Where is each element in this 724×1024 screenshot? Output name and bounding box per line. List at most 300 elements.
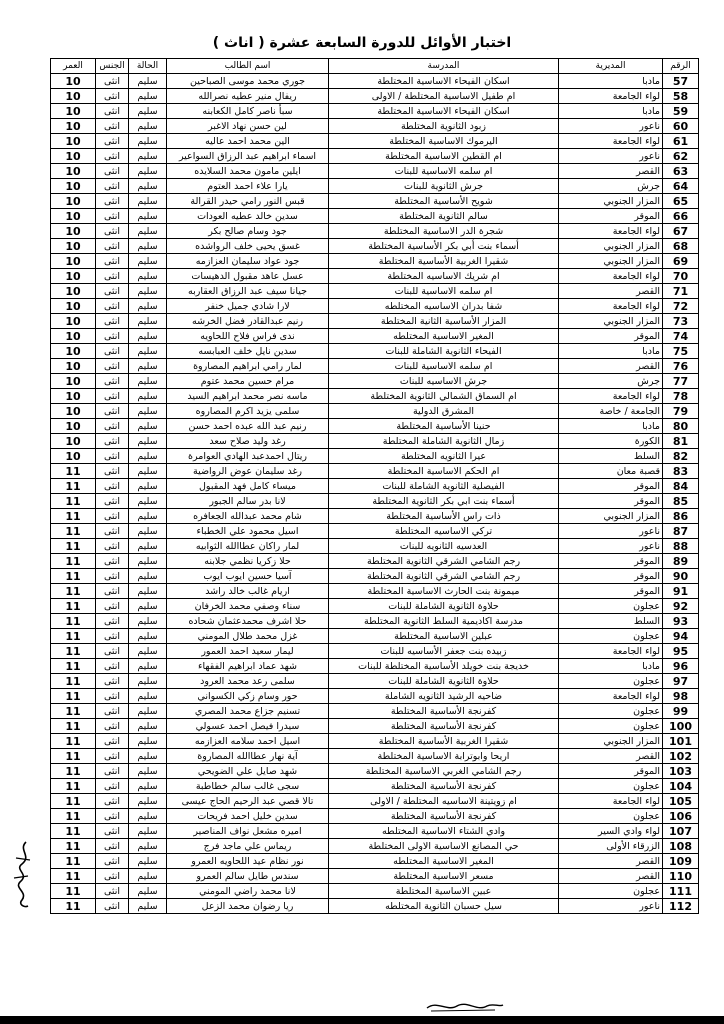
cell-num: 109 [663,854,699,869]
table-row [51,809,699,824]
cell-age: 10 [51,449,96,464]
table-row [51,314,699,329]
header-gender: الجنس [96,59,129,74]
cell-directorate: لواء الجامعة [559,794,663,809]
cell-age: 11 [51,554,96,569]
cell-school: المشرق الدولية [329,404,559,419]
cell-student: سبأ ناصر كامل الكعابنه [167,104,329,119]
cell-directorate: عجلون [559,704,663,719]
cell-directorate: لواء الجامعة [559,224,663,239]
cell-gender: انثى [96,719,129,734]
cell-school: ذات راس الأساسية المختلطة [329,509,559,524]
table-row [51,119,699,134]
cell-gender: انثى [96,509,129,524]
cell-num: 107 [663,824,699,839]
cell-student: لمار رامي ابراهيم المصاروة [167,359,329,374]
cell-age: 11 [51,824,96,839]
cell-gender: انثى [96,824,129,839]
cell-school: ام الحكم الاساسية المختلطة [329,464,559,479]
cell-school: حي المصانع الاساسية الاولى المختلطة [329,839,559,854]
table-row [51,254,699,269]
cell-status: سليم [129,329,167,344]
cell-directorate: القصر [559,284,663,299]
cell-student: ايلين مامون محمد السلايده [167,164,329,179]
cell-school: خديجة بنت خويلد الأساسية المختلطة للبنات [329,659,559,674]
cell-school: مسعر الاساسية المختلطة [329,869,559,884]
table-row [51,509,699,524]
cell-status: سليم [129,584,167,599]
cell-status: سليم [129,254,167,269]
cell-student: ندى فراس فلاح اللحاويه [167,329,329,344]
cell-age: 11 [51,494,96,509]
header-num: الرقم [663,59,699,74]
cell-status: سليم [129,734,167,749]
cell-student: سدين نايل خلف العبابسه [167,344,329,359]
cell-age: 11 [51,644,96,659]
cell-gender: انثى [96,419,129,434]
cell-school: جرش الثانوية للبنات [329,179,559,194]
cell-num: 105 [663,794,699,809]
cell-num: 93 [663,614,699,629]
cell-age: 11 [51,854,96,869]
cell-student: جود وسام صالح بكر [167,224,329,239]
cell-school: المغير الاساسية المختلطه [329,329,559,344]
cell-directorate: الجامعة / خاصة [559,404,663,419]
cell-status: سليم [129,134,167,149]
page-title: اختبار الأوائل للدورة السابعة عشرة ( اناث ) [212,35,512,51]
cell-status: سليم [129,89,167,104]
cell-directorate: الموقر [559,584,663,599]
cell-gender: انثى [96,899,129,914]
cell-directorate: لواء الجامعة [559,269,663,284]
cell-status: سليم [129,629,167,644]
cell-school: ام السماق الشمالي الثانوية المختلطة [329,389,559,404]
cell-age: 10 [51,269,96,284]
cell-school: شقيرا الغربية الأساسية المختلطة [329,254,559,269]
cell-gender: انثى [96,449,129,464]
table-row [51,869,699,884]
cell-directorate: عجلون [559,809,663,824]
cell-status: سليم [129,674,167,689]
cell-school: ام زويتينة الاساسيه المختلطة / الاولى [329,794,559,809]
cell-age: 11 [51,584,96,599]
cell-directorate: الزرقاء الأولى [559,839,663,854]
cell-age: 10 [51,209,96,224]
cell-student: آسيا حسين ايوب ايوب [167,569,329,584]
table-header-row [51,59,699,74]
cell-age: 10 [51,359,96,374]
cell-school: شجرة الدر الاساسية المختلطة [329,224,559,239]
cell-directorate: عجلون [559,884,663,899]
cell-age: 10 [51,404,96,419]
cell-num: 59 [663,104,699,119]
cell-school: شقيرا الغربية الأساسية المختلطة [329,734,559,749]
cell-age: 10 [51,74,96,89]
cell-age: 11 [51,794,96,809]
cell-gender: انثى [96,194,129,209]
cell-num: 112 [663,899,699,914]
table-row [51,764,699,779]
cell-status: سليم [129,899,167,914]
table-row [51,104,699,119]
cell-status: سليم [129,569,167,584]
cell-school: الفيصلية الثانوية الشاملة للبنات [329,479,559,494]
cell-school: ام سلمه الاساسية للبنات [329,164,559,179]
cell-directorate: الموقر [559,554,663,569]
cell-student: حور وسام زكي الكسواني [167,689,329,704]
table-row [51,464,699,479]
cell-age: 10 [51,194,96,209]
cell-age: 11 [51,839,96,854]
table-row [51,449,699,464]
cell-school: أسماء بنت ابي بكر الثانوية المختلطة [329,494,559,509]
cell-num: 78 [663,389,699,404]
cell-gender: انثى [96,389,129,404]
cell-student: رغد سليمان عوض الرواضية [167,464,329,479]
cell-student: حلا زكريا نظمي جلابنه [167,554,329,569]
cell-status: سليم [129,659,167,674]
cell-school: اليرموك الاساسية المختلطة [329,134,559,149]
cell-num: 62 [663,149,699,164]
cell-num: 60 [663,119,699,134]
cell-age: 10 [51,329,96,344]
cell-status: سليم [129,614,167,629]
cell-age: 10 [51,179,96,194]
cell-directorate: مادبا [559,344,663,359]
cell-num: 63 [663,164,699,179]
table-row [51,554,699,569]
cell-school: كفرنجة الأساسية المختلطة [329,809,559,824]
cell-num: 85 [663,494,699,509]
cell-age: 11 [51,479,96,494]
cell-gender: انثى [96,314,129,329]
cell-age: 10 [51,314,96,329]
cell-num: 83 [663,464,699,479]
table-body [51,74,699,914]
cell-age: 11 [51,629,96,644]
cell-student: سيدرا فيصل احمد عسولي [167,719,329,734]
bottom-signature [425,998,505,1014]
cell-gender: انثى [96,374,129,389]
cell-student: ماسه نصر محمد ابراهيم السيد [167,389,329,404]
cell-school: تركي الاساسيه المختلطة [329,524,559,539]
cell-num: 65 [663,194,699,209]
cell-gender: انثى [96,434,129,449]
table-row [51,674,699,689]
cell-num: 70 [663,269,699,284]
cell-student: مرام حسين محمد عتوم [167,374,329,389]
cell-num: 76 [663,359,699,374]
cell-directorate: ناعور [559,899,663,914]
cell-school: سيل حسبان الثانوية المختلطه [329,899,559,914]
cell-directorate: ناعور [559,539,663,554]
cell-directorate: لواء الجامعة [559,689,663,704]
table-row [51,704,699,719]
table-row [51,164,699,179]
table-row [51,629,699,644]
cell-num: 106 [663,809,699,824]
table-row [51,194,699,209]
table-row [51,854,699,869]
cell-status: سليم [129,284,167,299]
cell-student: غسق يحيى خلف الرواشده [167,239,329,254]
cell-directorate: لواء الجامعة [559,389,663,404]
cell-student: ميساء كامل فهد المقبول [167,479,329,494]
cell-gender: انثى [96,674,129,689]
cell-num: 66 [663,209,699,224]
cell-student: ريفال منير عطيه نصرالله [167,89,329,104]
cell-age: 10 [51,239,96,254]
cell-student: اميره مشعل نواف المناصير [167,824,329,839]
cell-num: 64 [663,179,699,194]
cell-directorate: ناعور [559,149,663,164]
cell-age: 10 [51,89,96,104]
cell-num: 88 [663,539,699,554]
cell-directorate: القصر [559,869,663,884]
cell-student: آية نهار عطاالله المصاروة [167,749,329,764]
cell-status: سليم [129,269,167,284]
cell-num: 99 [663,704,699,719]
cell-gender: انثى [96,629,129,644]
cell-status: سليم [129,224,167,239]
cell-school: زبود الثانوية المختلطة [329,119,559,134]
cell-num: 81 [663,434,699,449]
cell-school: شويح الأساسية المختلطة [329,194,559,209]
cell-gender: انثى [96,329,129,344]
cell-age: 11 [51,869,96,884]
cell-gender: انثى [96,854,129,869]
header-school: المدرسة [329,59,559,74]
cell-status: سليم [129,599,167,614]
cell-directorate: جرش [559,179,663,194]
cell-gender: انثى [96,524,129,539]
table-row [51,479,699,494]
cell-directorate: القصر [559,854,663,869]
cell-school: اسكان الفيحاء الاساسية المختلطة [329,74,559,89]
cell-gender: انثى [96,89,129,104]
cell-directorate: مادبا [559,74,663,89]
cell-status: سليم [129,794,167,809]
cell-num: 108 [663,839,699,854]
cell-student: ليمار سعيد احمد العمور [167,644,329,659]
cell-status: سليم [129,749,167,764]
cell-status: سليم [129,779,167,794]
cell-directorate: عجلون [559,599,663,614]
cell-directorate: قصبة معان [559,464,663,479]
cell-directorate: لواء الجامعة [559,644,663,659]
cell-gender: انثى [96,209,129,224]
cell-student: لمار راكان عطاالله الثوابيه [167,539,329,554]
cell-gender: انثى [96,494,129,509]
cell-gender: انثى [96,539,129,554]
table-row [51,749,699,764]
cell-directorate: المزار الجنوبي [559,314,663,329]
cell-gender: انثى [96,779,129,794]
cell-directorate: الموقر [559,764,663,779]
cell-gender: انثى [96,239,129,254]
table-row [51,794,699,809]
cell-num: 79 [663,404,699,419]
cell-directorate: عجلون [559,629,663,644]
cell-school: كفرنجة الأساسية المختلطة [329,704,559,719]
table-row [51,284,699,299]
cell-student: لارا شادي جميل خنفر [167,299,329,314]
cell-gender: انثى [96,464,129,479]
cell-directorate: الكورة [559,434,663,449]
cell-num: 77 [663,374,699,389]
cell-age: 11 [51,509,96,524]
table-row [51,689,699,704]
cell-gender: انثى [96,794,129,809]
cell-student: سدين خليل احمد فريحات [167,809,329,824]
cell-directorate: ناعور [559,119,663,134]
cell-age: 11 [51,884,96,899]
cell-school: الفيحاء الثانوية الشاملة للبنات [329,344,559,359]
cell-gender: انثى [96,599,129,614]
cell-gender: انثى [96,479,129,494]
cell-directorate: مادبا [559,104,663,119]
table-row [51,209,699,224]
cell-age: 11 [51,764,96,779]
cell-student: سناء وصفي محمد الخرفان [167,599,329,614]
cell-student: لانا محمد راضي المومني [167,884,329,899]
header-student: اسم الطالب [167,59,329,74]
cell-gender: انثى [96,734,129,749]
cell-directorate: جرش [559,374,663,389]
header-status: الحالة [129,59,167,74]
cell-num: 74 [663,329,699,344]
cell-gender: انثى [96,254,129,269]
cell-num: 71 [663,284,699,299]
cell-gender: انثى [96,134,129,149]
cell-age: 11 [51,674,96,689]
cell-num: 86 [663,509,699,524]
cell-gender: انثى [96,284,129,299]
cell-student: سلمى يزيد اكرم المصاروه [167,404,329,419]
cell-status: سليم [129,449,167,464]
cell-student: الين محمد احمد عاليه [167,134,329,149]
cell-gender: انثى [96,614,129,629]
table-row [51,404,699,419]
cell-directorate: عجلون [559,779,663,794]
cell-num: 57 [663,74,699,89]
cell-school: عيرا الثانويه المختلطة [329,449,559,464]
cell-status: سليم [129,464,167,479]
cell-school: ام سلمه الاساسية للبنات [329,284,559,299]
cell-gender: انثى [96,404,129,419]
cell-gender: انثى [96,74,129,89]
cell-num: 75 [663,344,699,359]
cell-status: سليم [129,824,167,839]
cell-num: 61 [663,134,699,149]
cell-status: سليم [129,509,167,524]
cell-student: شهد عماد ابراهيم الفقهاء [167,659,329,674]
header-age: العمر [51,59,96,74]
cell-directorate: لواء الجامعة [559,299,663,314]
cell-age: 11 [51,749,96,764]
cell-num: 100 [663,719,699,734]
cell-directorate: الموقر [559,479,663,494]
cell-status: سليم [129,884,167,899]
cell-student: اسيل محمود علي الخطباء [167,524,329,539]
cell-age: 10 [51,284,96,299]
cell-school: زمال الثانوية الشاملة المختلطة [329,434,559,449]
cell-school: ضاحيه الرشيد الثانويه الشاملة [329,689,559,704]
cell-student: نور نظام عيد اللحاويه العمرو [167,854,329,869]
cell-status: سليم [129,419,167,434]
cell-gender: انثى [96,149,129,164]
table-row [51,149,699,164]
cell-student: لين حسن نهاد الاغبر [167,119,329,134]
cell-num: 92 [663,599,699,614]
cell-status: سليم [129,74,167,89]
cell-directorate: المزار الجنوبي [559,509,663,524]
cell-gender: انثى [96,119,129,134]
table-row [51,884,699,899]
cell-num: 94 [663,629,699,644]
cell-num: 103 [663,764,699,779]
table-row [51,839,699,854]
cell-gender: انثى [96,344,129,359]
table-row [51,734,699,749]
cell-school: ميمونة بنت الحارث الاساسية المختلطة [329,584,559,599]
cell-gender: انثى [96,359,129,374]
cell-student: قبس النور رامي حيدر القرالة [167,194,329,209]
cell-age: 10 [51,149,96,164]
table-row [51,779,699,794]
cell-num: 84 [663,479,699,494]
cell-gender: انثى [96,164,129,179]
cell-num: 90 [663,569,699,584]
cell-gender: انثى [96,884,129,899]
cell-directorate: السلط [559,614,663,629]
cell-gender: انثى [96,569,129,584]
cell-school: اسكان الفيحاء الاساسية المختلطة [329,104,559,119]
table-row [51,374,699,389]
cell-gender: انثى [96,764,129,779]
cell-directorate: الموقر [559,494,663,509]
cell-student: تالا قصي عبد الرحيم الحاج عيسى [167,794,329,809]
cell-status: سليم [129,689,167,704]
cell-student: رنيم عبدالقادر فضل الخرشه [167,314,329,329]
cell-age: 10 [51,374,96,389]
cell-num: 102 [663,749,699,764]
cell-status: سليم [129,434,167,449]
cell-school: زبيده بنت جعفر الأساسيه للبنات [329,644,559,659]
cell-student: سلمى رعد محمد العرود [167,674,329,689]
cell-school: شفا بدران الاساسيه المختلطه [329,299,559,314]
table-row [51,824,699,839]
cell-status: سليم [129,104,167,119]
table-row [51,494,699,509]
table-row [51,584,699,599]
cell-status: سليم [129,374,167,389]
cell-school: حلاوة الثانوية الشاملة للبنات [329,599,559,614]
table-row [51,359,699,374]
cell-status: سليم [129,179,167,194]
cell-directorate: الموقر [559,209,663,224]
cell-directorate: المزار الجنوبي [559,194,663,209]
cell-school: سالم الثانوية المختلطة [329,209,559,224]
cell-status: سليم [129,494,167,509]
cell-gender: انثى [96,104,129,119]
cell-status: سليم [129,554,167,569]
cell-status: سليم [129,149,167,164]
cell-status: سليم [129,344,167,359]
cell-status: سليم [129,539,167,554]
cell-student: سندس طايل سالم العمرو [167,869,329,884]
cell-num: 98 [663,689,699,704]
